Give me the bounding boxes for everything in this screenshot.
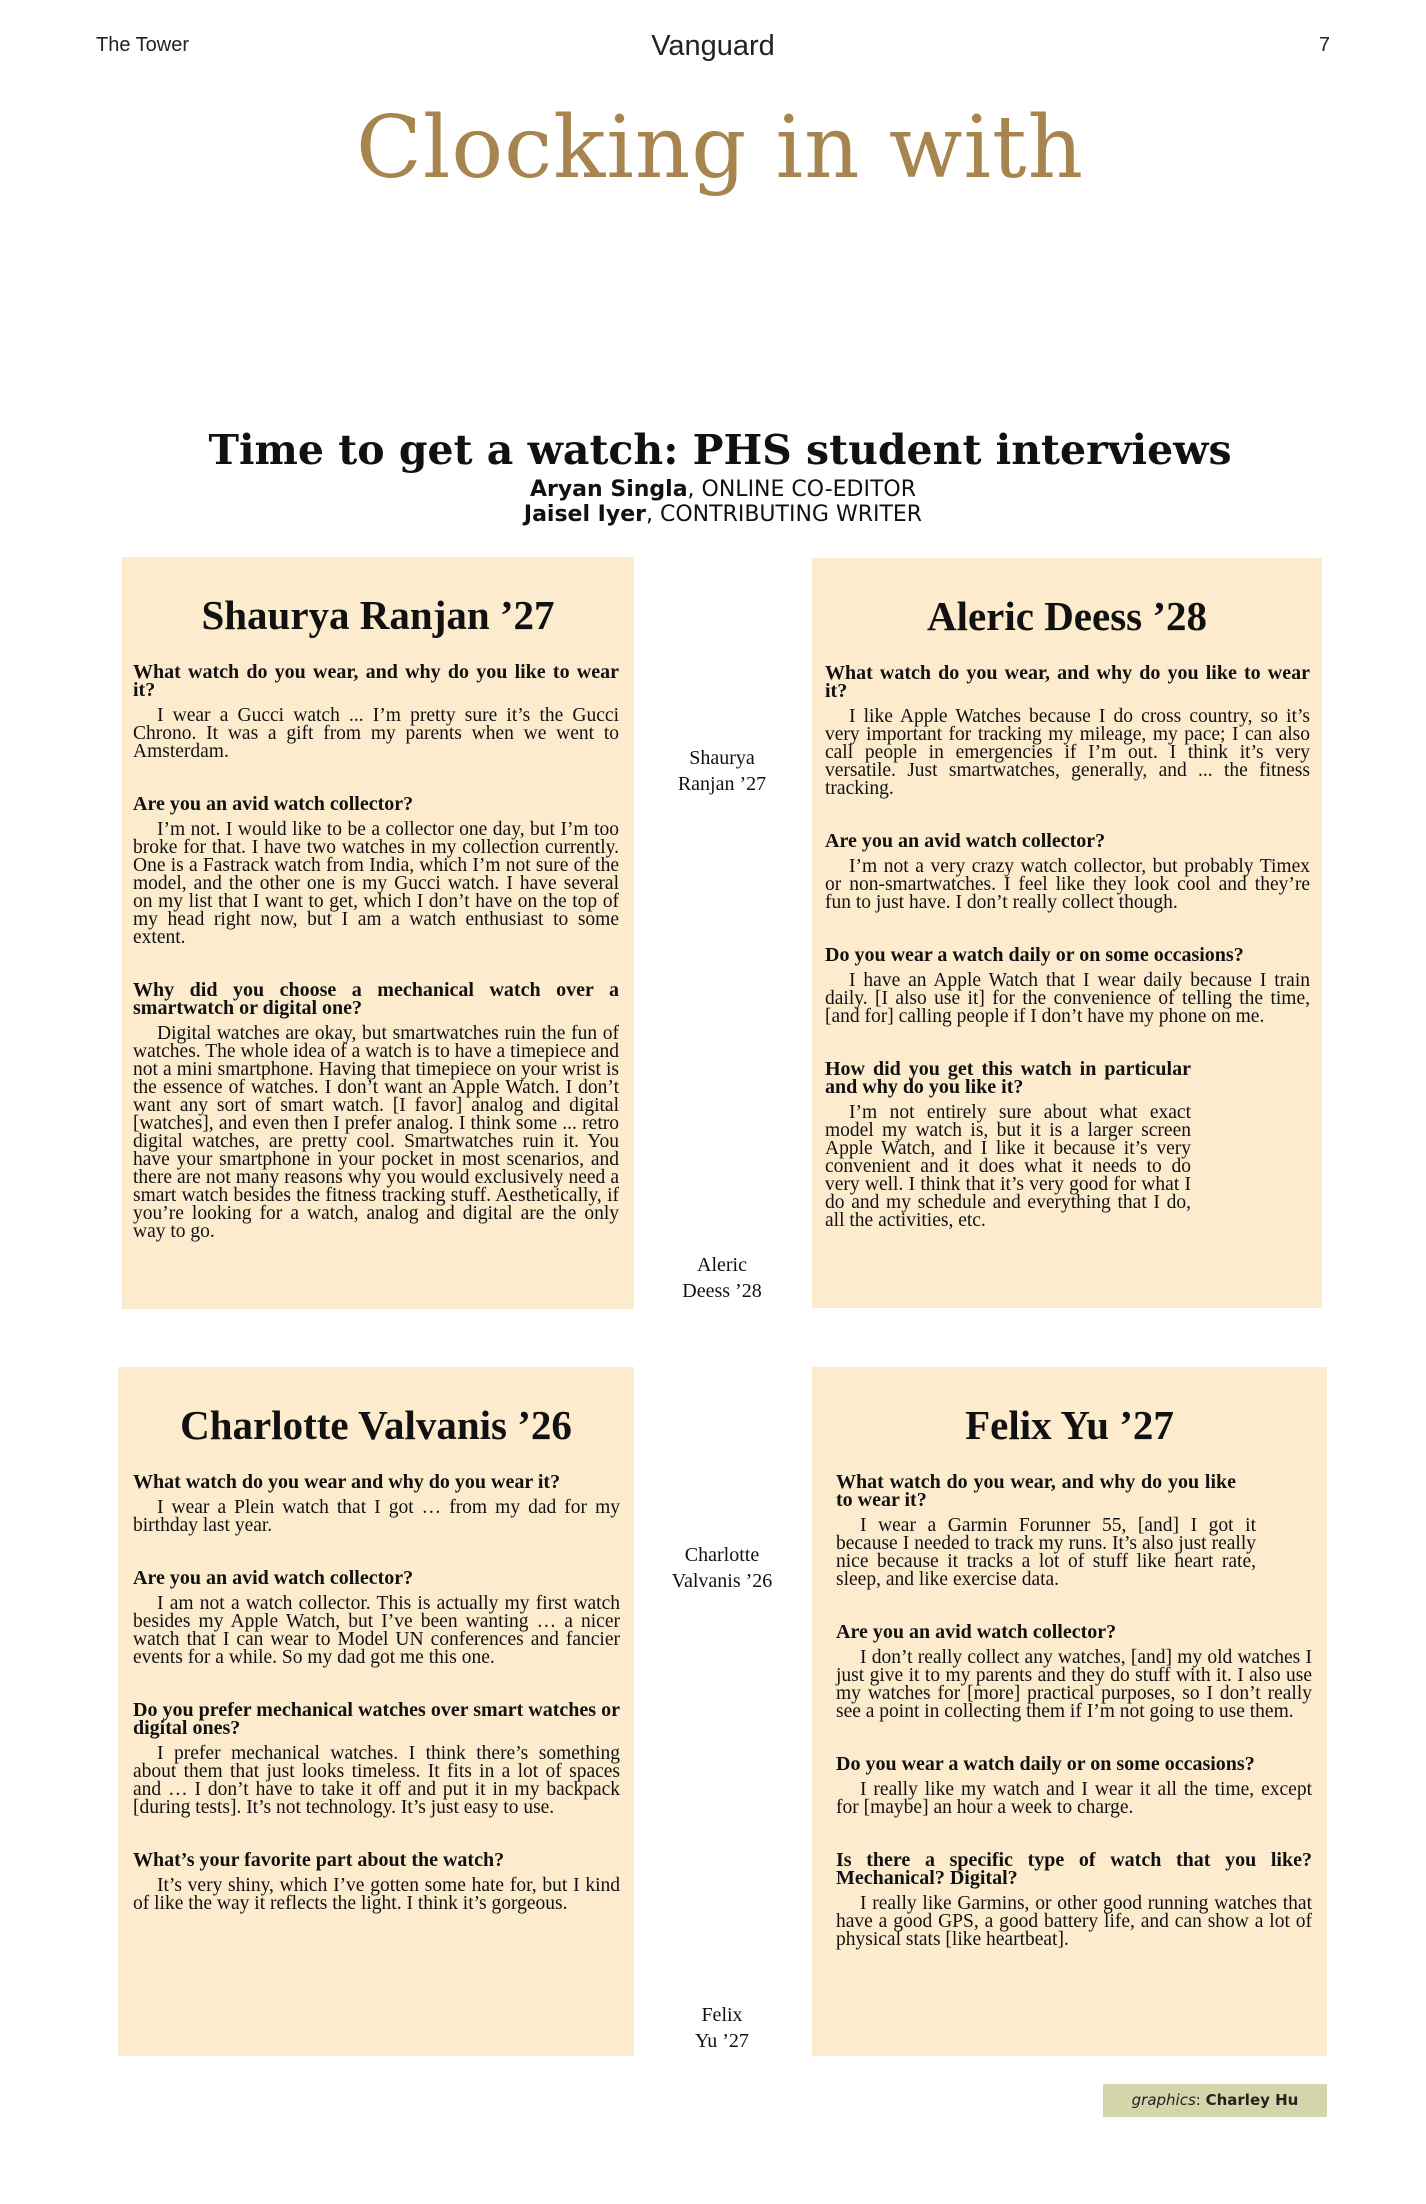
answer: I’m not. I would like to be a collector one day, but I’m too broke for that. I have two watches in my collection currently. One is a Fastrack watch from India, which I’m not sure of the model, and the other one is my Gucci watch. I have several on my list that I want to get, which I don’t have on the top of my head right now, but I am a watch enthusiast to some extent. — [133, 819, 619, 948]
section-name: Vanguard — [651, 30, 775, 62]
question: Are you an avid watch collector? — [825, 830, 1106, 852]
byline-role: , ONLINE CO-EDITOR — [687, 477, 917, 502]
photo-caption — [652, 1542, 792, 1594]
answer: I really like Garmins, or other good running watches that have a good GPS, a good battery life, and can show a lot of physical stats [like heartbeat]. — [836, 1893, 1312, 1950]
interview-card — [812, 558, 1322, 1308]
answer: I don’t really collect any watches, [and] my old watches I just give it to my parents and they do stuff with it. I also use my watches for [more] practical purposes, so I don’t really see a point in collecting them if I’m not going to use them. — [836, 1647, 1312, 1722]
interview-qa — [118, 1473, 634, 1913]
question: Are you an avid watch collector? — [133, 1567, 414, 1589]
page-title: Clocking in with — [356, 98, 1084, 198]
interview-card — [122, 557, 634, 1309]
caption-line: Shaurya — [689, 747, 755, 769]
page-number: 7 — [1318, 34, 1330, 56]
publication-name: The Tower — [96, 34, 190, 56]
answer: I wear a Plein watch that I got … from my dad for my birthday last year. — [133, 1497, 620, 1536]
caption-line: Felix — [701, 2004, 743, 2026]
credit-separator: : — [1195, 2091, 1206, 2109]
question: What watch do you wear, and why do you like to wear it? — [133, 661, 619, 701]
interview-qa — [812, 1473, 1327, 1949]
question: What watch do you wear, and why do you like to wear it? — [836, 1471, 1236, 1511]
question: Are you an avid watch collector? — [836, 1621, 1117, 1643]
answer: Digital watches are okay, but smartwatches ruin the fun of watches. The whole idea of a watch is to have a timepiece and not a mini smartphone. Having that timepiece on your wrist is the essence of watches. I don’t want an Apple Watch. I don’t want any sort of smart watch. [I favor] analog and digital [watches], and even then I prefer analog. I think some ... retro digital watches, are pretty cool. Smartwatches ruin it. You have your smartphone in your pocket in most scenarios, and there are not many reasons why you would exclusively need a smart watch besides the fitness tracking stuff. Aesthetically, if you’re looking for a watch, analog and digital are the only way to go. — [133, 1023, 619, 1242]
credit-label: graphics — [1131, 2091, 1196, 2109]
interviewee-name: Aleric Deess ’28 — [926, 593, 1208, 639]
answer: I am not a watch collector. This is actually my first watch besides my Apple Watch, but I’ve been wanting … a nicer watch that I can wear to Model UN conferences and fancier events for a while. So my dad got me this one. — [133, 1593, 620, 1668]
byline — [0, 477, 1426, 502]
interview-qa — [812, 664, 1322, 1230]
caption-line: Yu ’27 — [695, 2030, 749, 2052]
question: What watch do you wear, and why do you like to wear it? — [825, 662, 1310, 702]
answer: I have an Apple Watch that I wear daily because I train daily. [I also use it] for the convenience of telling the time, [and for] calling people if I don’t have my phone on me. — [825, 970, 1310, 1027]
question: What watch do you wear and why do you wear it? — [133, 1471, 561, 1493]
interview-qa — [122, 663, 634, 1241]
interview-card — [118, 1367, 634, 2056]
question: Do you wear a watch daily or on some occasions? — [836, 1753, 1255, 1775]
question: How did you get this watch in particular and why do you like it? — [825, 1058, 1191, 1098]
graphics-credit — [1103, 2084, 1327, 2117]
answer: I like Apple Watches because I do cross country, so it’s very important for tracking my mileage, my pace; I can also call people in emergencies if I’m out. I think it’s very versatile. Just smartwatches, generally, and ... the fitness tracking. — [825, 706, 1310, 799]
caption-line: Deess ’28 — [682, 1280, 762, 1302]
byline — [0, 502, 1426, 527]
interviewee-name: Shaurya Ranjan ’27 — [201, 592, 555, 638]
byline-author: Jaisel Iyer — [523, 502, 646, 527]
answer: I’m not a very crazy watch collector, but probably Timex or non-smartwatches. I feel like they look cool and they’re fun to just have. I don’t really collect though. — [825, 856, 1310, 913]
byline-author: Aryan Singla — [529, 477, 688, 502]
photo-caption — [652, 2002, 792, 2054]
answer: I wear a Gucci watch ... I’m pretty sure it’s the Gucci Chrono. It was a gift from my parents when we went to Amsterdam. — [133, 705, 619, 762]
answer: It’s very shiny, which I’ve gotten some hate for, but I kind of like the way it reflects the light. I think it’s gorgeous. — [133, 1875, 620, 1914]
answer: I’m not entirely sure about what exact model my watch is, but it is a larger screen Apple Watch, and I like it because it’s very convenient and it does what it needs to do very well. I think that it’s very good for what I do and my schedule and everything that I do, all the activities, etc. — [825, 1102, 1191, 1231]
caption-line: Aleric — [697, 1254, 747, 1276]
question: Are you an avid watch collector? — [133, 793, 414, 815]
caption-line: Ranjan ’27 — [677, 773, 767, 795]
question: Do you wear a watch daily or on some occasions? — [825, 944, 1244, 966]
byline-role: , CONTRIBUTING WRITER — [645, 502, 923, 527]
question: Do you prefer mechanical watches over smart watches or digital ones? — [133, 1699, 620, 1739]
photo-caption — [652, 745, 792, 797]
answer: I really like my watch and I wear it all the time, except for [maybe] an hour a week to charge. — [836, 1779, 1312, 1818]
caption-line: Valvanis ’26 — [671, 1570, 773, 1592]
question: Why did you choose a mechanical watch over a smartwatch or digital one? — [133, 979, 619, 1019]
interview-card — [812, 1367, 1327, 2056]
question: Is there a specific type of watch that you like? Mechanical? Digital? — [836, 1849, 1312, 1889]
answer: I prefer mechanical watches. I think there’s something about them that just looks timeless. It fits in a lot of spaces and … I don’t have to take it off and put it in my backpack [during tests]. It’s not technology. It’s just easy to use. — [133, 1743, 620, 1818]
credit-name: Charley Hu — [1205, 2091, 1299, 2109]
question: What’s your favorite part about the watch? — [133, 1849, 505, 1871]
photo-caption — [652, 1252, 792, 1304]
article-headline: Time to get a watch: PHS student interviews — [208, 426, 1232, 474]
interviewee-name: Felix Yu ’27 — [965, 1402, 1174, 1448]
answer: I wear a Garmin Forunner 55, [and] I got it because I needed to track my runs. It’s also just really nice because it tracks a lot of stuff like heart rate, sleep, and like exercise data. — [836, 1515, 1256, 1590]
caption-line: Charlotte — [684, 1544, 760, 1566]
interviewee-name: Charlotte Valvanis ’26 — [180, 1402, 572, 1448]
